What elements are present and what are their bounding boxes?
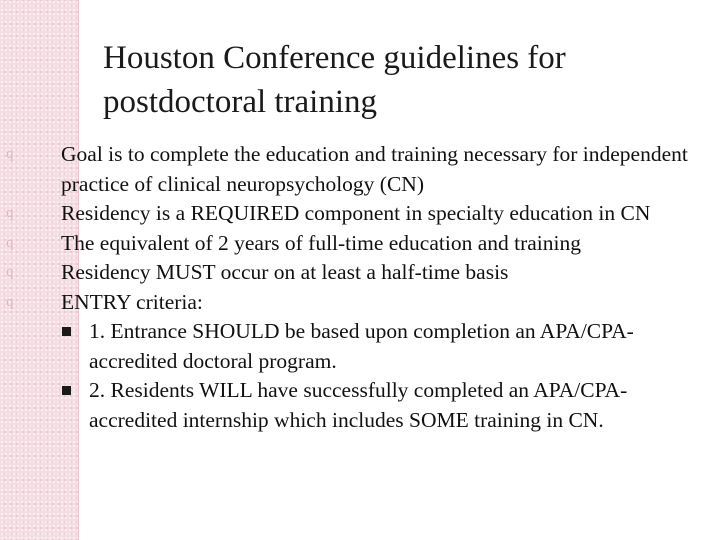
bullet-text: Goal is to complete the education and training necessary for independent practice of clinical neuropsychology (CN) (61, 142, 688, 196)
sub-bullet-text: 2. Residents WILL have successfully completed an APA/CPA-accredited internship which includes SOME training in CN. (89, 378, 628, 432)
bullet-marker-icon: q (6, 264, 14, 280)
bullet-text: ENTRY criteria: (61, 289, 203, 314)
bullet-text: The equivalent of 2 years of full-time education and training (61, 230, 581, 255)
bullet-item (0, 140, 720, 199)
bullet-marker-icon: q (6, 293, 14, 310)
bullet-item (0, 288, 720, 318)
sub-bullet-item (0, 317, 720, 376)
bullet-marker-icon: q (6, 234, 14, 251)
slide-title: Houston Conference guidelines for postdoctoral training (103, 40, 566, 120)
bullet-marker-icon: q (6, 146, 14, 162)
square-bullet-icon (62, 327, 71, 336)
bullet-item (0, 258, 720, 288)
bullet-item (0, 199, 720, 229)
bullet-text: Residency MUST occur on at least a half-time basis (61, 260, 509, 284)
bullet-item (0, 229, 720, 259)
sub-bullet-item (0, 376, 720, 435)
sub-bullet-text: 1. Entrance SHOULD be based upon completion an APA/CPA-accredited doctoral program. (89, 319, 634, 373)
bullet-marker-icon: q (6, 205, 14, 221)
square-bullet-icon (62, 386, 71, 395)
bullet-text: Residency is a REQUIRED component in specialty education in CN (61, 201, 651, 225)
slide-content (0, 140, 720, 435)
